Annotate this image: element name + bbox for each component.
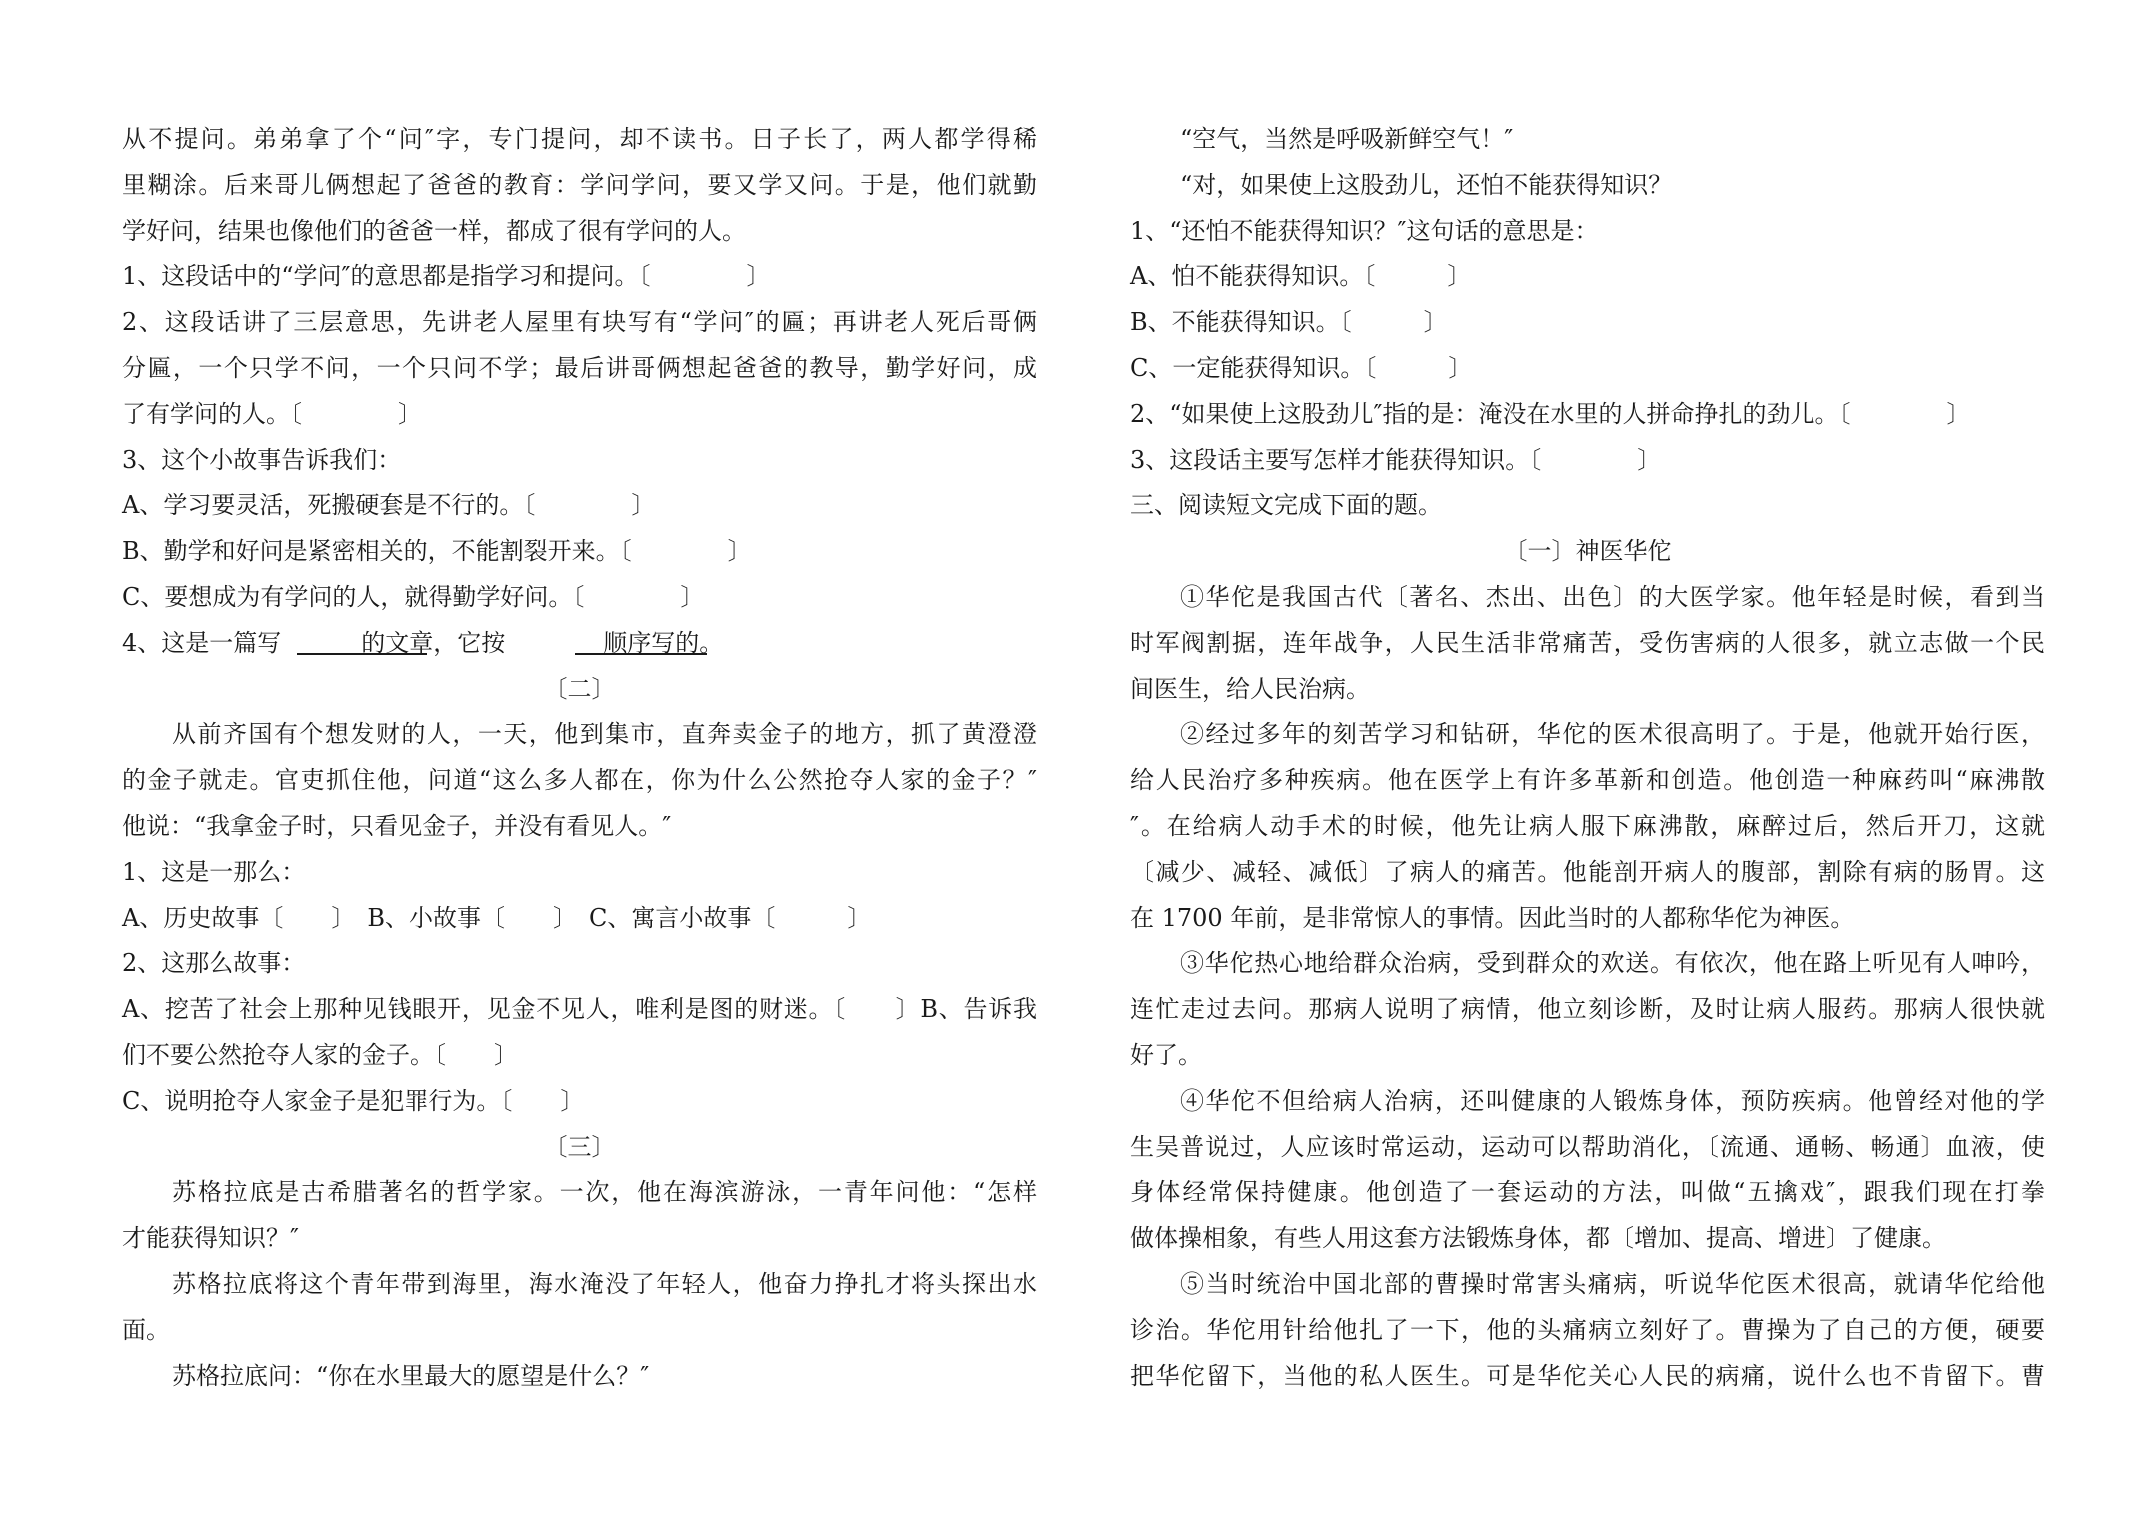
text-line: 苏格拉底将这个青年带到海里，海水淹没了年轻人，他奋力挣扎才将头探出水 bbox=[172, 1269, 1037, 1298]
option-line: A、历史故事〔 〕 B、小故事〔 〕 C、寓言小故事〔 〕 bbox=[122, 903, 872, 932]
option-line: C、要想成为有学问的人，就得勤学好问。〔 〕 bbox=[122, 582, 705, 611]
text-line: 给人民治疗多种疾病。他在医学上有许多革新和创造。他创造一种麻药叫“麻沸散 bbox=[1130, 766, 2045, 795]
question-line: 分匾，一个只学不问，一个只问不学；最后讲哥俩想起爸爸的教导，勤学好问，成 bbox=[122, 353, 1037, 382]
question-line: 3、这段话主要写怎样才能获得知识。〔 〕 bbox=[1130, 445, 1662, 474]
question-line: 1、“还怕不能获得知识？″这句话的意思是： bbox=[1130, 216, 1599, 245]
option-line: 们不要公然抢夺人家的金子。〔 〕 bbox=[122, 1040, 518, 1069]
option-line: A、怕不能获得知识。〔 〕 bbox=[1130, 262, 1472, 291]
text-line: 从前齐国有个想发财的人，一天，他到集市，直奔卖金子的地方，抓了黄澄澄 bbox=[172, 720, 1037, 749]
question-line: 1、这段话中的“学问″的意思都是指学习和提问。〔 〕 bbox=[122, 262, 771, 291]
text-line: 时军阀割据，连年战争，人民生活非常痛苦，受伤害病的人很多，就立志做一个民 bbox=[1130, 628, 2045, 657]
section-heading: 〔二〕 bbox=[543, 674, 616, 703]
left-column bbox=[122, 117, 1037, 1399]
text-line: 做体操相象，有些人用这套方法锻炼身体，都〔增加、提高、增进〕了健康。 bbox=[1130, 1224, 1946, 1253]
text-line: 面。 bbox=[122, 1315, 170, 1344]
question-line: 2、“如果使上这股劲儿″指的是：淹没在水里的人拼命挣扎的劲儿。〔 〕 bbox=[1130, 399, 1971, 428]
text-line: 〔减少、减轻、减低〕了病人的痛苦。他能剖开病人的腹部，割除有病的肠胃。这 bbox=[1130, 857, 2045, 886]
text-line: ②经过多年的刻苦学习和钻研，华佗的医术很高明了。于是，他就开始行医， bbox=[1180, 720, 2045, 749]
text-line: “对，如果使上这股劲儿，还怕不能获得知识？ bbox=[1180, 170, 1673, 199]
text-line: 才能获得知识？″ bbox=[122, 1224, 299, 1253]
option-line: B、不能获得知识。〔 〕 bbox=[1130, 308, 1448, 337]
text-line: 苏格拉底是古希腊著名的哲学家。一次，他在海滨游泳，一青年问他：“怎样 bbox=[172, 1178, 1037, 1207]
passage-title: 〔一〕神医华佗 bbox=[1503, 537, 1672, 566]
text-line: ④华佗不但给病人治病，还叫健康的人锻炼身体，预防疾病。他曾经对他的学 bbox=[1180, 1086, 2045, 1115]
question-line: 1、这是一那么： bbox=[122, 857, 306, 886]
fill-in-question bbox=[122, 621, 1037, 667]
text-line: “空气，当然是呼吸新鲜空气！″ bbox=[1180, 125, 1514, 153]
question-line: 了有学问的人。〔 〕 bbox=[122, 399, 422, 428]
text-line: 间医生，给人民治病。 bbox=[1130, 674, 1370, 703]
text-line: ⑤当时统治中国北部的曹操时常害头痛病，听说华佗医术很高，就请华佗给他 bbox=[1180, 1269, 2045, 1298]
text-line: 从不提问。弟弟拿了个“问″字，专门提问，却不读书。日子长了，两人都学得稀 bbox=[122, 125, 1037, 153]
option-line: A、学习要灵活，死搬硬套是不行的。〔 〕 bbox=[122, 491, 656, 520]
text-line: ①华佗是我国古代〔著名、杰出、出色〕的大医学家。他年轻是时候，看到当 bbox=[1180, 582, 2045, 611]
text-line: 的金子就走。官吏抓住他，问道“这么多人都在，你为什么公然抢夺人家的金子？″ bbox=[122, 766, 1037, 795]
text-line: ③华佗热心地给群众治病，受到群众的欢送。有依次，他在路上听见有人呻吟， bbox=[1180, 949, 2045, 978]
text-line: 身体经常保持健康。他创造了一套运动的方法，叫做“五擒戏″，跟我们现在打拳 bbox=[1130, 1178, 2045, 1207]
question-line: 2、这那么故事： bbox=[122, 949, 306, 978]
text-line: 生吴普说过，人应该时常运动，运动可以帮助消化，〔流通、通畅、畅通〕血液，使 bbox=[1130, 1132, 2045, 1161]
question-line: 3、这个小故事告诉我们： bbox=[122, 445, 402, 474]
option-line: C、一定能获得知识。〔 〕 bbox=[1130, 353, 1473, 382]
text-line: 在 1700 年前，是非常惊人的事情。因此当时的人都称华佗为神医。 bbox=[1130, 903, 1855, 932]
text-line: 苏格拉底问：“你在水里最大的愿望是什么？″ bbox=[172, 1361, 650, 1390]
text-line: 学好问，结果也像他们的爸爸一样，都成了很有学问的人。 bbox=[122, 216, 746, 245]
fill-text-1: 4、这是一篇写 bbox=[122, 628, 282, 657]
text-line: 里糊涂。后来哥儿俩想起了爸爸的教育：学问学问，要又学又问。于是，他们就勤 bbox=[122, 170, 1037, 199]
right-column bbox=[1130, 117, 2045, 1399]
text-line: 好了。 bbox=[1130, 1040, 1202, 1069]
option-line: B、勤学和好问是紧密相关的，不能割裂开来。〔 〕 bbox=[122, 537, 752, 566]
text-line: 把华佗留下，当他的私人医生。可是华佗关心人民的病痛，说什么也不肯留下。曹 bbox=[1130, 1361, 2045, 1390]
text-line: 诊治。华佗用针给他扎了一下，他的头痛病立刻好了。曹操为了自己的方便，硬要 bbox=[1130, 1315, 2045, 1344]
option-line: A、挖苦了社会上那种见钱眼开，见金不见人，唯利是图的财迷。〔 〕B、告诉我 bbox=[122, 995, 1037, 1024]
text-line: ″。在给病人动手术的时候，他先让病人服下麻沸散，麻醉过后，然后开刀，这就 bbox=[1130, 811, 2045, 840]
question-line: 2、这段话讲了三层意思，先讲老人屋里有块写有“学问″的匾；再讲老人死后哥俩 bbox=[122, 308, 1037, 337]
section-heading: 〔三〕 bbox=[543, 1132, 616, 1161]
fill-text-2: 的文章，它按 bbox=[361, 628, 506, 657]
option-line: C、说明抢夺人家金子是犯罪行为。〔 〕 bbox=[122, 1086, 585, 1115]
section-title: 三、阅读短文完成下面的题。 bbox=[1130, 491, 1442, 520]
fill-text-3: 顺序写的。 bbox=[603, 628, 724, 657]
text-line: 他说：“我拿金子时，只看见金子，并没有看见人。″ bbox=[122, 811, 672, 840]
text-line: 连忙走过去问。那病人说明了病情，他立刻诊断，及时让病人服药。那病人很快就 bbox=[1130, 995, 2045, 1024]
